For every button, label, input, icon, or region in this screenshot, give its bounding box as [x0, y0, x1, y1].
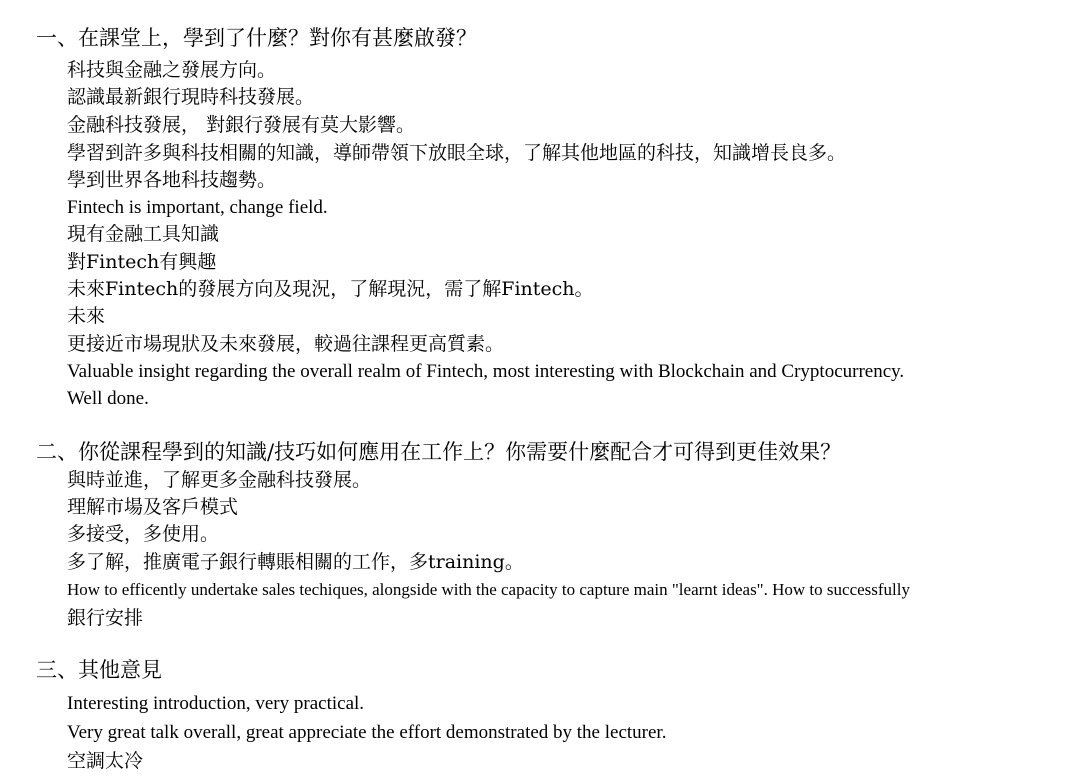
list-item: Well done. [67, 388, 149, 409]
list-item: 銀行安排 [67, 607, 144, 629]
list-item: 空調太冷 [67, 750, 144, 772]
list-item: 與時並進，了解更多金融科技發展。 [67, 469, 372, 491]
section-2-list [67, 466, 910, 632]
list-item: 多接受，多使用。 [67, 523, 220, 545]
list-item: 對Fintech有興趣 [67, 251, 217, 273]
section-2-heading: 二、你從課程學到的知識/技巧如何應用在工作上？你需要什麼配合才可得到更佳效果？ [36, 440, 842, 464]
list-item: 理解市場及客戶模式 [67, 496, 239, 518]
list-item: 認識最新銀行現時科技發展。 [67, 86, 315, 108]
list-item: 未來Fintech的發展方向及現況，了解現況，需了解Fintech。 [67, 278, 594, 300]
list-item: Valuable insight regarding the overall realm of Fintech, most interesting with Blockchain and Cryptocurrency. [67, 361, 905, 382]
list-item: 科技與金融之發展方向。 [67, 59, 277, 81]
list-item: 現有金融工具知識 [67, 223, 220, 245]
list-item: How to efficently undertake sales techiques, alongside with the capacity to capture main "learnt ideas". How to successfully [67, 580, 910, 599]
list-item: 未來 [67, 305, 106, 327]
list-item: Very great talk overall, great appreciate the effort demonstrated by the lecturer. [67, 722, 667, 743]
list-item: Interesting introduction, very practical. [67, 693, 365, 714]
section-1-list [67, 56, 904, 412]
section-3-list [67, 690, 666, 775]
section-1-heading: 一、在課堂上，學到了什麼？對你有甚麼啟發？ [36, 26, 477, 50]
section-3-heading: 三、其他意見 [36, 658, 162, 682]
list-item: 學到世界各地科技趨勢。 [67, 169, 277, 191]
list-item: Fintech is important, change field. [67, 197, 328, 218]
list-item: 多了解，推廣電子銀行轉賬相關的工作，多training。 [67, 551, 524, 573]
list-item: 金融科技發展， 對銀行發展有莫大影響。 [67, 114, 416, 136]
list-item: 更接近市場現狀及未來發展，較過往課程更高質素。 [67, 333, 505, 355]
list-item: 學習到許多與科技相關的知識，導師帶領下放眼全球，了解其他地區的科技，知識增長良多。 [67, 142, 847, 164]
